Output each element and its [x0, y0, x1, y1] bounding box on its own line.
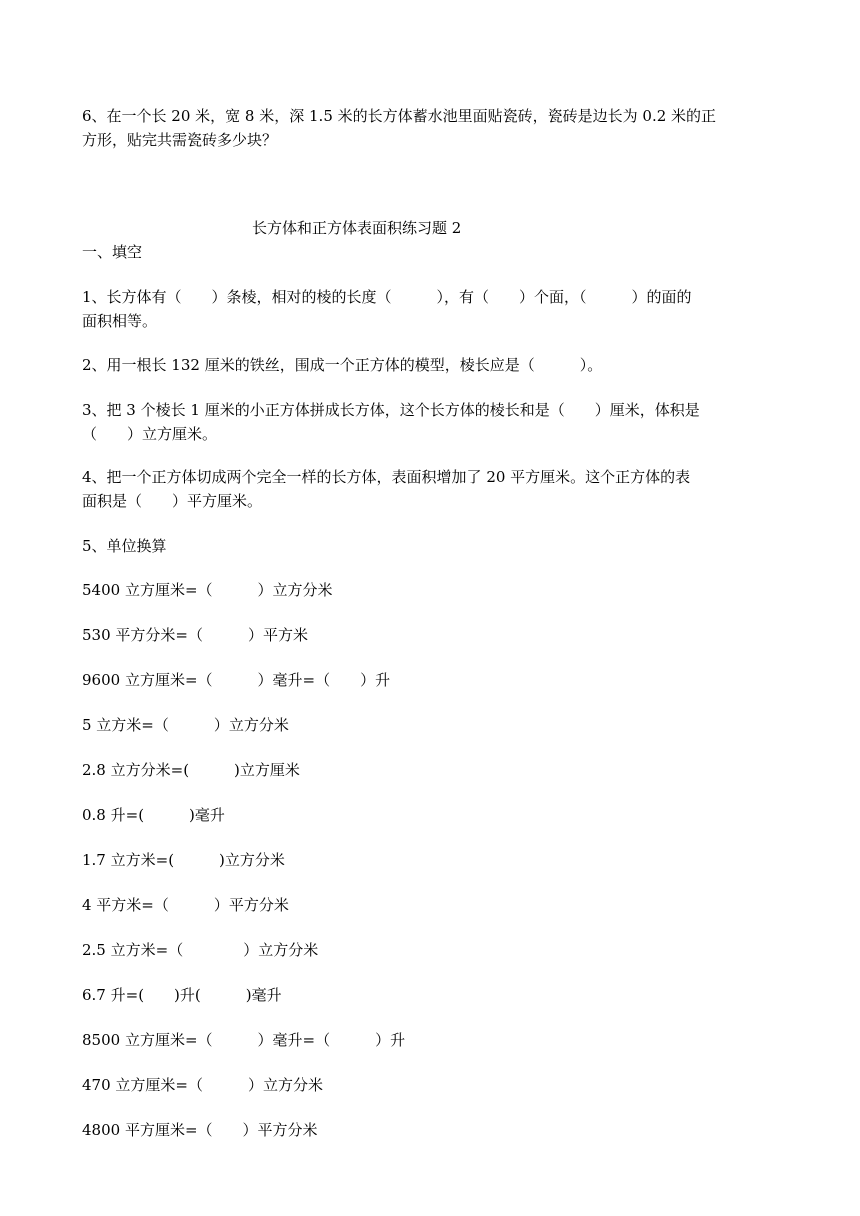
conversion-item: 1.7 立方米=( )立方分米	[82, 851, 285, 869]
question-6-line-1: 6、在一个长 20 米，宽 8 米，深 1.5 米的长方体蓄水池里面贴瓷砖，瓷砖是边长为 0.2 米的正	[82, 107, 717, 125]
conversion-item: 0.8 升=( )毫升	[82, 806, 225, 824]
conversion-item: 530 平方分米=（ ）平方米	[82, 626, 308, 644]
question-5: 5、单位换算	[82, 537, 167, 555]
question-4-line-2: 面积是（ ）平方厘米。	[82, 492, 263, 510]
conversion-item: 4800 平方厘米=（ ）平方分米	[82, 1121, 318, 1139]
conversion-item: 2.5 立方米=（ ）立方分米	[82, 941, 319, 959]
conversion-item: 6.7 升=( )升( )毫升	[82, 986, 282, 1004]
question-1-line-2: 面积相等。	[82, 312, 158, 330]
conversion-item: 8500 立方厘米=（ ）毫升=（ ）升	[82, 1031, 406, 1049]
question-3-line-1: 3、把 3 个棱长 1 厘米的小正方体拼成长方体，这个长方体的棱长和是（ ）厘米，体积是	[82, 401, 700, 419]
question-1-line-1: 1、长方体有（ ）条棱，相对的棱的长度（ ），有（ ）个面，（ ）的面的	[82, 288, 692, 306]
conversion-item: 5400 立方厘米=（ ）立方分米	[82, 581, 333, 599]
section-title: 长方体和正方体表面积练习题 2	[252, 219, 462, 237]
question-3-line-2: （ ）立方厘米。	[82, 425, 218, 443]
conversion-item: 470 立方厘米=（ ）立方分米	[82, 1076, 323, 1094]
question-6-line-2: 方形，贴完共需瓷砖多少块？	[82, 131, 278, 149]
question-4-line-1: 4、把一个正方体切成两个完全一样的长方体，表面积增加了 20 平方厘米。这个正方体的表	[82, 468, 691, 486]
conversion-item: 5 立方米=（ ）立方分米	[82, 716, 289, 734]
section-heading: 一、填空	[82, 243, 143, 261]
conversion-item: 4 平方米=（ ）平方分米	[82, 896, 289, 914]
question-2: 2、用一根长 132 厘米的铁丝，围成一个正方体的模型，棱长应是（ ）。	[82, 356, 603, 374]
conversion-item: 2.8 立方分米=( )立方厘米	[82, 761, 300, 779]
conversion-item: 9600 立方厘米=（ ）毫升=（ ）升	[82, 671, 391, 689]
